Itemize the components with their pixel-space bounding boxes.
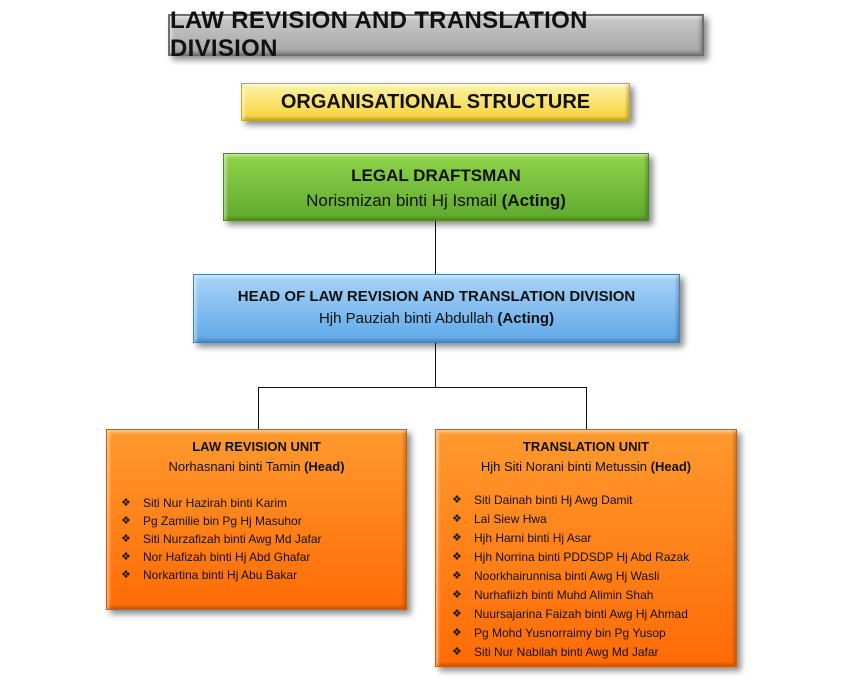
list-item [446, 510, 736, 529]
connector-draftsman-head [435, 221, 436, 274]
connector-horizontal [258, 387, 587, 388]
member-name: Noorkhairunnisa binti Awg Hj Wasli [474, 569, 660, 583]
diamond-bullet-icon: ❖ [121, 515, 131, 527]
list-item [446, 643, 736, 662]
law-revision-unit-box [106, 429, 407, 610]
connector-left-unit [258, 387, 259, 429]
translation-unit-box [435, 429, 737, 667]
connector-head-down [435, 343, 436, 388]
list-item [446, 586, 736, 605]
division-head-name-line [194, 310, 679, 327]
division-title-text: LAW REVISION AND TRANSLATION DIVISION [170, 7, 588, 62]
law-revision-unit-title: LAW REVISION UNIT [192, 439, 321, 454]
diamond-bullet-icon: ❖ [452, 589, 462, 601]
member-name: Lai Siew Hwa [474, 512, 547, 526]
list-item [446, 567, 736, 586]
division-title [168, 7, 704, 62]
diamond-bullet-icon: ❖ [121, 533, 131, 545]
division-head-status: (Acting) [497, 310, 555, 327]
member-name: Norkartina binti Hj Abu Bakar [143, 568, 298, 582]
member-name: Siti Nur Nabilah binti Awg Md Jafar [474, 645, 659, 659]
diamond-bullet-icon: ❖ [452, 646, 462, 658]
member-name: Pg Mohd Yusnorraimy bin Pg Yusop [474, 626, 666, 640]
division-head-box [193, 274, 680, 343]
list-item [115, 548, 406, 566]
diamond-bullet-icon: ❖ [452, 627, 462, 639]
list-item [446, 605, 736, 624]
translation-unit-head-line [436, 459, 736, 474]
diamond-bullet-icon: ❖ [452, 570, 462, 582]
law-revision-member-list [107, 494, 406, 584]
member-name: Siti Nurzafizah binti Awg Md Jafar [143, 532, 322, 546]
member-name: Siti Nur Hazirah binti Karim [143, 496, 288, 510]
list-item [446, 491, 736, 510]
list-item [115, 512, 406, 530]
member-name: Nurhafiizh binti Muhd Alimin Shah [474, 588, 654, 602]
structure-subtitle-text: ORGANISATIONAL STRUCTURE [280, 90, 591, 113]
member-name: Nuursajarina Faizah binti Awg Hj Ahmad [474, 607, 688, 621]
list-item [115, 530, 406, 548]
diamond-bullet-icon: ❖ [452, 494, 462, 506]
diamond-bullet-icon: ❖ [452, 532, 462, 544]
law-revision-unit-head-label: (Head) [304, 459, 345, 474]
legal-draftsman-status: (Acting) [501, 191, 566, 210]
legal-draftsman-box [223, 153, 649, 221]
member-name: Hjh Harni binti Hj Asar [474, 531, 592, 545]
member-name: Hjh Norrina binti PDDSDP Hj Abd Razak [474, 550, 690, 564]
structure-subtitle [241, 83, 630, 121]
list-item [446, 624, 736, 643]
diamond-bullet-icon: ❖ [452, 513, 462, 525]
list-item [115, 494, 406, 512]
law-revision-unit-head-line [107, 459, 406, 474]
translation-unit-title: TRANSLATION UNIT [522, 439, 650, 454]
list-item [115, 566, 406, 584]
legal-draftsman-name: Norismizan binti Hj Ismail [306, 191, 497, 210]
list-item [446, 548, 736, 567]
division-head-role: HEAD OF LAW REVISION AND TRANSLATION DIVISION [237, 288, 636, 305]
diamond-bullet-icon: ❖ [452, 608, 462, 620]
list-item [446, 529, 736, 548]
translation-member-list [436, 491, 736, 662]
member-name: Nor Hafizah binti Hj Abd Ghafar [143, 550, 311, 564]
diamond-bullet-icon: ❖ [121, 551, 131, 563]
diamond-bullet-icon: ❖ [121, 569, 131, 581]
diamond-bullet-icon: ❖ [121, 497, 131, 509]
division-head-name: Hjh Pauziah binti Abdullah [318, 310, 494, 327]
member-name: Pg Zamilie bin Pg Hj Masuhor [143, 514, 302, 528]
legal-draftsman-role: LEGAL DRAFTSMAN [351, 166, 521, 185]
diamond-bullet-icon: ❖ [452, 551, 462, 563]
law-revision-unit-head-name: Norhasnani binti Tamin [168, 459, 301, 474]
connector-right-unit [586, 387, 587, 429]
translation-unit-head-label: (Head) [650, 459, 692, 474]
member-name: Siti Dainah binti Hj Awg Damit [474, 493, 633, 507]
legal-draftsman-name-line [224, 191, 648, 211]
translation-unit-head-name: Hjh Siti Norani binti Metussin [480, 459, 648, 474]
